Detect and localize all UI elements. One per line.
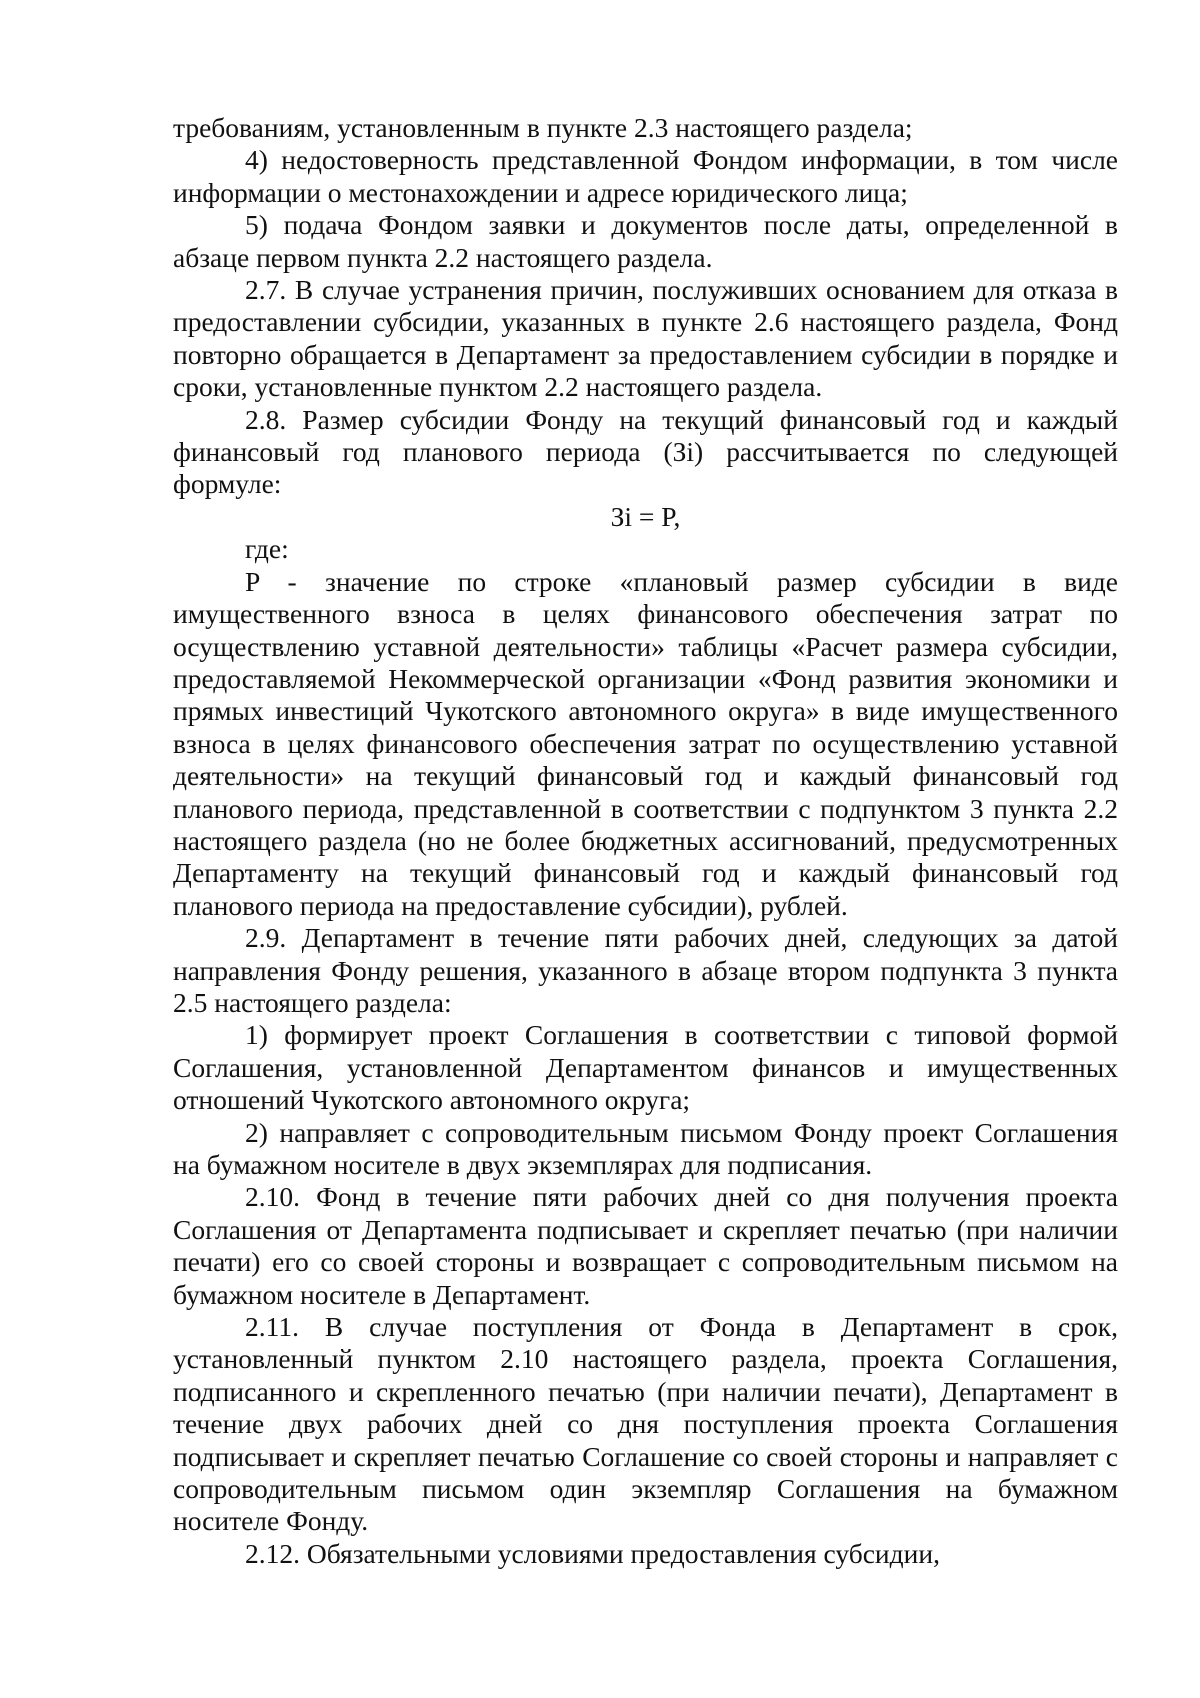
paragraph-2-11: 2.11. В случае поступления от Фонда в Департамент в срок, установленный пунктом 2.10 настоящего раздела, проекта Соглашения, подписанного и скрепленного печатью (при наличии печати), Департамент в течение двух рабочих дней со дня поступления проекта Соглашения подписывает и скрепляет печатью Соглашение со своей стороны и направляет с сопроводительным письмом один экземпляр Соглашения на бумажном носителе Фонду. (173, 1311, 1118, 1537)
paragraph-where: где: (245, 533, 289, 565)
paragraph-2-10: 2.10. Фонд в течение пяти рабочих дней со дня получения проекта Соглашения от Департамента подписывает и скрепляет печатью (при наличии печати) его со своей стороны и возвращает с сопроводительным письмом на бумажном носителе в Департамент. (173, 1181, 1118, 1310)
paragraph-item-4: 4) недостоверность представленной Фондом информации, в том числе информации о местонахождении и адресе юридического лица; (173, 144, 1118, 208)
document-body (173, 112, 1118, 1570)
paragraph-2-8: 2.8. Размер субсидии Фонду на текущий финансовый год и каждый финансовый год планового периода (Зi) рассчитывается по следующей формуле: (173, 403, 1118, 500)
paragraph-2-9: 2.9. Департамент в течение пяти рабочих дней, следующих за датой направления Фонду решения, указанного в абзаце втором подпункта 3 пункта 2.5 настоящего раздела: (173, 922, 1118, 1018)
paragraph-2-7: 2.7. В случае устранения причин, послуживших основанием для отказа в предоставлении субсидии, указанных в пункте 2.6 настоящего раздела, Фонд повторно обращается в Департамент за предоставлением субсидии в порядке и сроки, установленные пунктом 2.2 настоящего раздела. (173, 274, 1118, 403)
formula: Зi = P, (610, 500, 681, 532)
paragraph-requirements-tail: требованиям, установленным в пункте 2.3 настоящего раздела; (173, 112, 913, 143)
paragraph-p-definition: P - значение по строке «плановый размер субсидии в виде имущественного взноса в целях финансового обеспечения затрат по осуществлению уставной деятельности» таблицы «Расчет размера субсидии, предоставляемой Некоммерческой организации «Фонд развития экономики и прямых инвестиций Чукотского автономного округа» в виде имущественного взноса в целях финансового обеспечения затрат по осуществлению уставной деятельности» на текущий финансовый год и каждый финансовый год планового периода, представленной в соответствии с подпунктом 3 пункта 2.2 настоящего раздела (но не более бюджетных ассигнований, предусмотренных Департаменту на текущий финансовый год и каждый финансовый год планового периода на предоставление субсидии), рублей. (173, 565, 1118, 921)
paragraph-2-9-item-2: 2) направляет с сопроводительным письмом Фонду проект Соглашения на бумажном носителе в двух экземплярах для подписания. (173, 1116, 1118, 1180)
paragraph-2-9-item-1: 1) формирует проект Соглашения в соответствии с типовой формой Соглашения, установленной Департаментом финансов и имущественных отношений Чукотского автономного округа; (173, 1019, 1118, 1116)
paragraph-item-5: 5) подача Фондом заявки и документов после даты, определенной в абзаце первом пункта 2.2 настоящего раздела. (173, 209, 1118, 273)
paragraph-2-12: 2.12. Обязательными условиями предоставления субсидии, (245, 1537, 940, 1569)
